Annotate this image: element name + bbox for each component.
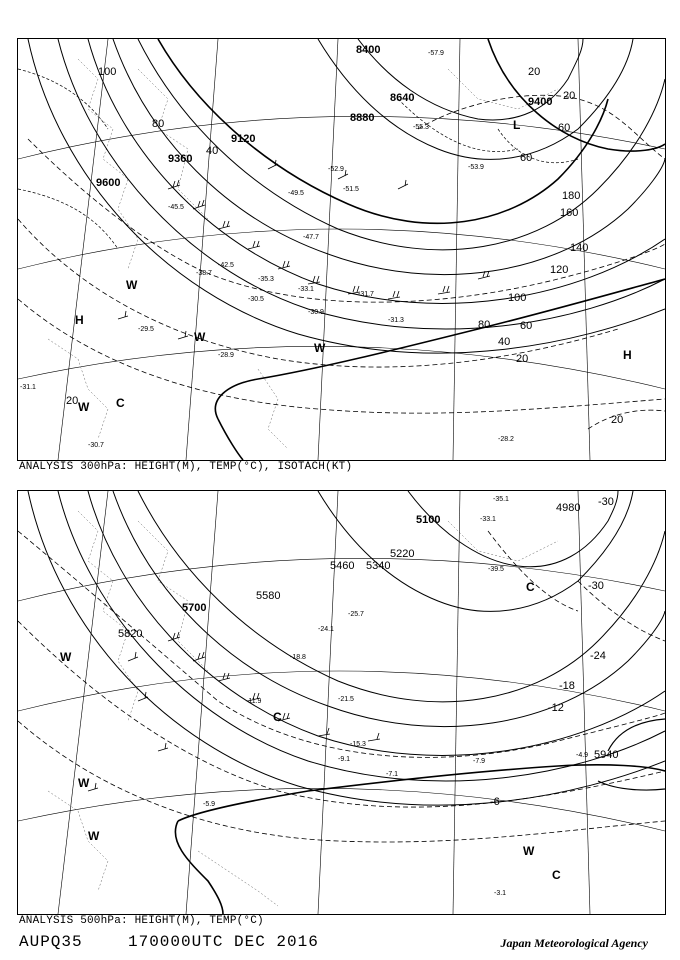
cold-symbol: C bbox=[116, 396, 125, 410]
warm-symbol: W bbox=[78, 400, 90, 414]
isotach-label: 20 bbox=[563, 90, 576, 102]
low-pressure-symbol: L bbox=[513, 118, 521, 132]
isotach-label: 20 bbox=[516, 353, 529, 365]
map-300hpa-canvas bbox=[18, 39, 665, 460]
temp-label: -45.5 bbox=[168, 204, 184, 211]
warm-symbol: W bbox=[88, 829, 100, 843]
temp-label: -18.8 bbox=[290, 654, 306, 661]
isotach-label: 20 bbox=[66, 395, 79, 407]
height-label: 5700 bbox=[182, 602, 207, 614]
temp-label: -53.9 bbox=[468, 164, 484, 171]
temp-label: -38.7 bbox=[196, 270, 212, 277]
height-label: 5220 bbox=[390, 548, 415, 560]
temp-label: -24.1 bbox=[318, 626, 334, 633]
temp-label: -39.5 bbox=[488, 566, 504, 573]
height-label: 9400 bbox=[528, 96, 553, 108]
temp-label: -25.7 bbox=[348, 611, 364, 618]
temp-label: -31.1 bbox=[20, 384, 36, 391]
temp-label: -57.9 bbox=[428, 50, 444, 57]
map-panel-300hpa bbox=[17, 38, 666, 461]
height-label: 4980 bbox=[556, 502, 581, 514]
cold-symbol: C bbox=[552, 868, 561, 882]
isotach-label: 40 bbox=[206, 145, 219, 157]
temp-label: -3.1 bbox=[494, 890, 507, 897]
isotach-label: 20 bbox=[528, 66, 541, 78]
isotach-label: 60 bbox=[558, 122, 571, 134]
warm-symbol: W bbox=[523, 844, 535, 858]
isotach-label: 40 bbox=[498, 336, 511, 348]
isotach-label: 80 bbox=[478, 319, 491, 331]
high-pressure-symbol: H bbox=[75, 313, 84, 327]
temp-label: -49.5 bbox=[288, 190, 304, 197]
isotach-label: 60 bbox=[520, 320, 533, 332]
warm-symbol: W bbox=[314, 341, 326, 355]
height-label: 5580 bbox=[256, 590, 281, 602]
temp-label: -47.7 bbox=[303, 234, 319, 241]
height-label: 9120 bbox=[231, 133, 256, 145]
temp-label: -15.3 bbox=[350, 741, 366, 748]
temp-label: -5.9 bbox=[203, 801, 216, 808]
isotach-label: 100 bbox=[98, 66, 117, 78]
temp-label: -51.5 bbox=[343, 186, 359, 193]
caption-300hpa: ANALYSIS 300hPa: HEIGHT(M), TEMP(°C), ISOTACH(KT) bbox=[19, 461, 353, 473]
isotach-lines-300 bbox=[18, 95, 665, 429]
height-label: 5940 bbox=[594, 749, 619, 761]
height-label: 8640 bbox=[390, 92, 415, 104]
temp-label: -7.1 bbox=[386, 771, 399, 778]
map-500hpa-canvas bbox=[18, 491, 665, 914]
warm-symbol: W bbox=[60, 650, 72, 664]
temp-label: -35.3 bbox=[258, 276, 274, 283]
height-label: 8880 bbox=[350, 112, 375, 124]
isotach-label: 100 bbox=[508, 292, 527, 304]
caption-500hpa: ANALYSIS 500hPa: HEIGHT(M), TEMP(°C) bbox=[19, 915, 264, 927]
temp-label: -31.3 bbox=[388, 317, 404, 324]
isotach-label: 180 bbox=[562, 190, 581, 202]
agency-name: Japan Meteorological Agency bbox=[500, 936, 648, 950]
temp-label: -4.9 bbox=[576, 752, 589, 759]
temp-label: -28.9 bbox=[218, 352, 234, 359]
temp-label: -18 bbox=[559, 680, 575, 692]
valid-time: 170000UTC DEC 2016 bbox=[128, 933, 319, 951]
temp-label: -30.5 bbox=[248, 296, 264, 303]
height-label: 5460 bbox=[330, 560, 355, 572]
temp-label: -7.9 bbox=[473, 758, 486, 765]
isotach-label: 120 bbox=[550, 264, 569, 276]
temp-label: -52.9 bbox=[328, 166, 344, 173]
temp-label: -35.1 bbox=[493, 496, 509, 503]
height-label: 5340 bbox=[366, 560, 391, 572]
isotach-label: 80 bbox=[152, 118, 165, 130]
warm-symbol: W bbox=[78, 776, 90, 790]
high-pressure-symbol: H bbox=[623, 348, 632, 362]
temp-label: -24 bbox=[590, 650, 606, 662]
temp-label: -6 bbox=[490, 796, 500, 808]
map-panel-500hpa bbox=[17, 490, 666, 915]
temp-label: -31.7 bbox=[358, 291, 374, 298]
temp-label: -30.7 bbox=[88, 442, 104, 449]
temp-label: -29.5 bbox=[138, 326, 154, 333]
chart-code: AUPQ35 bbox=[19, 933, 83, 951]
isotach-label: 60 bbox=[520, 152, 533, 164]
warm-symbol: W bbox=[126, 278, 138, 292]
height-label: 8400 bbox=[356, 44, 381, 56]
cold-symbol: C bbox=[526, 580, 535, 594]
temp-label: -30.9 bbox=[308, 309, 324, 316]
cold-symbol: C bbox=[273, 710, 282, 724]
isotach-label: 140 bbox=[570, 242, 589, 254]
height-label: 9360 bbox=[168, 153, 193, 165]
isotach-label: 20 bbox=[611, 414, 624, 426]
temp-label: -33.1 bbox=[480, 516, 496, 523]
temp-label: -55.3 bbox=[413, 124, 429, 131]
temp-label: -33.1 bbox=[298, 286, 314, 293]
temp-label: -11.9 bbox=[246, 698, 262, 705]
warm-symbol: W bbox=[194, 330, 206, 344]
isotach-label: 160 bbox=[560, 207, 579, 219]
temp-label: -21.5 bbox=[338, 696, 354, 703]
temp-label: -30 bbox=[588, 580, 604, 592]
height-label: 9600 bbox=[96, 177, 121, 189]
temp-label: -28.2 bbox=[498, 436, 514, 443]
height-label: 5100 bbox=[416, 514, 441, 526]
temp-label: -42.5 bbox=[218, 262, 234, 269]
temp-label: -9.1 bbox=[338, 756, 351, 763]
temp-label: -30 bbox=[598, 496, 614, 508]
coastline-500 bbox=[48, 511, 558, 906]
height-label: 5820 bbox=[118, 628, 143, 640]
temp-label: -12 bbox=[548, 702, 564, 714]
